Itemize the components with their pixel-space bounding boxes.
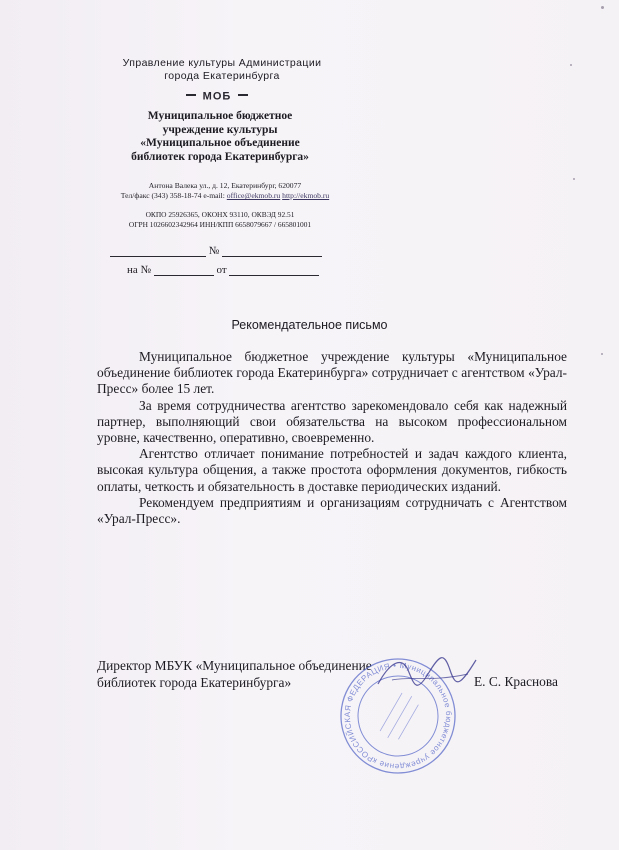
signer-name: Е. С. Краснова [474,674,558,689]
organization-name [100,110,340,164]
codes-line-1: ОКПО 25926365, ОКОНХ 93110, ОКВЭД 92.51 [145,210,295,219]
from-label: от [216,264,227,276]
reply-prefix: на № [127,264,152,276]
phone-email-line [60,191,390,201]
registry-codes [60,210,380,229]
date-blank [110,246,206,257]
ministry-line-1: Управление культуры Администрации [122,57,322,69]
number-sign: № [208,245,220,257]
paragraph: Рекомендуем предприятиям и организациям сотрудничать с Агентством «Урал-Пресс». [97,494,567,527]
reply-reference-line [127,264,319,276]
letter-title: Рекомендательное письмо [231,318,388,332]
reply-date-blank [229,265,319,276]
paragraph: За время сотрудничества агентство зарекомендовало себя как надежный партнер, выполняющий свои обязательства на высоком профессиональном уровне, качественно, оперативно, своевременно. [97,397,567,446]
logo-text: МОБ [202,90,232,101]
email-link[interactable]: office@ekmob.ru [226,191,281,200]
paragraph: Агентство отличает понимание потребностей и задач каждого клиента, высокая культура общения, а также простота оформления документов, гибкость оплаты, четкость и обязательность в доставке периодических изданий. [97,446,567,494]
contact-block [60,181,390,201]
reply-number-blank [154,265,214,276]
letter-body [97,349,567,527]
phone-fax: Тел/факс (343) 358-18-74 e-mail: [120,191,225,200]
ministry-name [102,57,342,83]
paragraph: Муниципальное бюджетное учреждение культуры «Муниципальное объединение библиотек города Екатеринбурга» сотрудничает с агентством «Урал-Пресс» более 15 лет. [97,349,567,397]
org-line-4: библиотек города Екатеринбурга» [131,150,309,163]
ministry-line-2: города Екатеринбурга [164,70,280,82]
codes-line-2: ОГРН 1026602342964 ИНН/КПП 6658079667 / 665801001 [128,219,312,229]
handwritten-signature-icon [372,640,482,700]
position-line-2: библиотек города Екатеринбурга» [97,674,292,690]
position-line-1: Директор МБУК «Муниципальное объединение [97,658,372,673]
org-line-3: «Муниципальное объединение [140,137,300,149]
website-link[interactable]: http://ekmob.ru [282,191,330,200]
mob-logo-icon [186,89,248,101]
org-line-2: учреждение культуры [162,123,278,136]
seal-text: РОССИЙСКАЯ ФЕДЕРАЦИЯ • Муниципальное бюджетное учреждение культуры [342,660,454,772]
address-line: Антона Валека ул., д. 12, Екатеринбург, 620077 [148,181,302,190]
number-blank [222,246,322,257]
org-line-1: Муниципальное бюджетное [147,110,293,122]
outgoing-number-line [110,245,322,257]
